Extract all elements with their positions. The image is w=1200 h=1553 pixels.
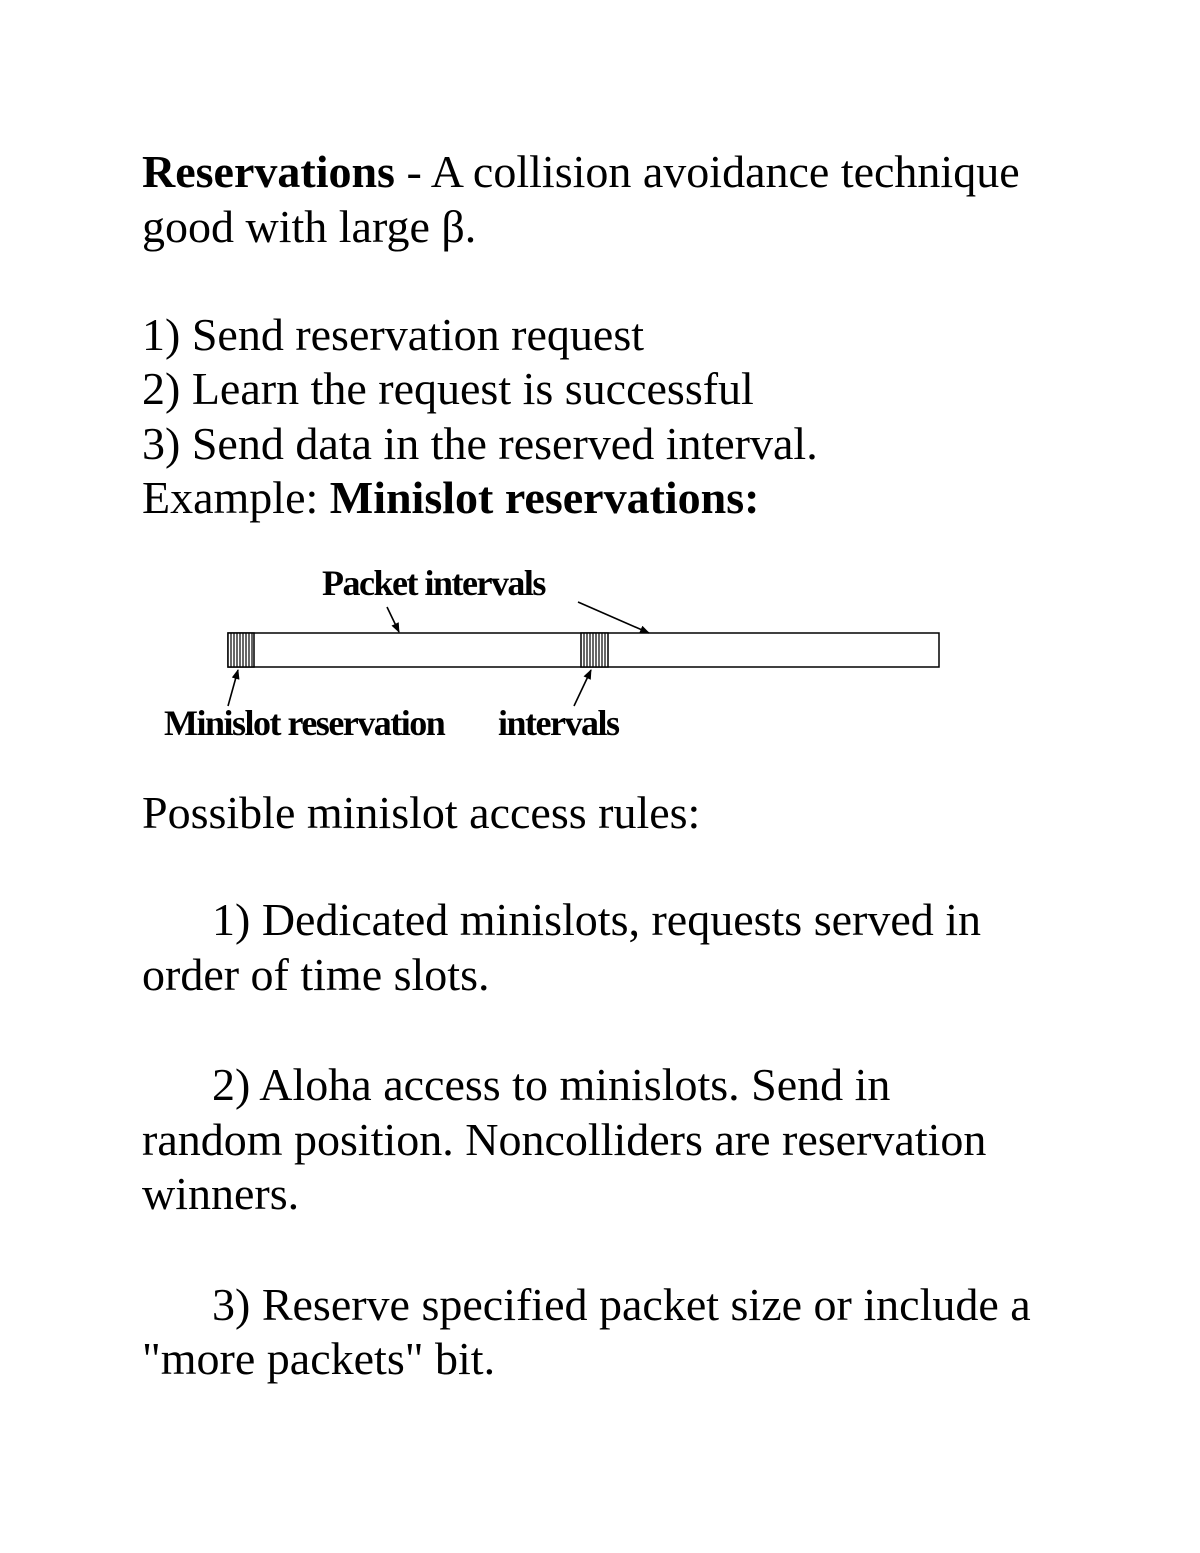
minislot-diagram	[0, 0, 1200, 760]
rule-3-line-1: 3) Reserve specified packet size or include a	[212, 1279, 1031, 1330]
step-1: 1) Send reservation request	[142, 309, 645, 360]
heading-rest: - A collision avoidance technique	[394, 146, 1020, 197]
packet-arrow-1	[387, 607, 399, 632]
intervals-label: intervals	[498, 703, 619, 743]
rule-2-line-3: winners.	[142, 1168, 300, 1219]
rule-1-line-1: 1) Dedicated minislots, requests served in	[212, 894, 982, 945]
example-prefix: Example:	[142, 472, 330, 523]
example-title: Minislot reservations:	[329, 472, 760, 523]
minislot-block-1	[228, 633, 254, 667]
minislot-arrow-2	[574, 670, 591, 706]
heading-term: Reservations	[142, 146, 395, 197]
rule-2-line-2: random position. Noncolliders are reservation	[142, 1114, 987, 1165]
heading-line-2: good with large β.	[142, 201, 477, 252]
minislot-arrow-1	[228, 670, 238, 706]
minislot-block-2	[581, 633, 608, 667]
packet-arrow-2	[578, 602, 649, 633]
step-3: 3) Send data in the reserved interval.	[142, 418, 818, 469]
rule-3-line-2: "more packets" bit.	[142, 1333, 496, 1384]
rule-2-line-1: 2) Aloha access to minislots. Send in	[212, 1059, 891, 1110]
rule-1-line-2: order of time slots.	[142, 949, 490, 1000]
step-2: 2) Learn the request is successful	[142, 363, 754, 414]
minislot-reservation-label: Minislot reservation	[164, 703, 445, 743]
packet-intervals-label: Packet intervals	[322, 563, 545, 603]
access-rules-intro: Possible minislot access rules:	[142, 787, 701, 838]
